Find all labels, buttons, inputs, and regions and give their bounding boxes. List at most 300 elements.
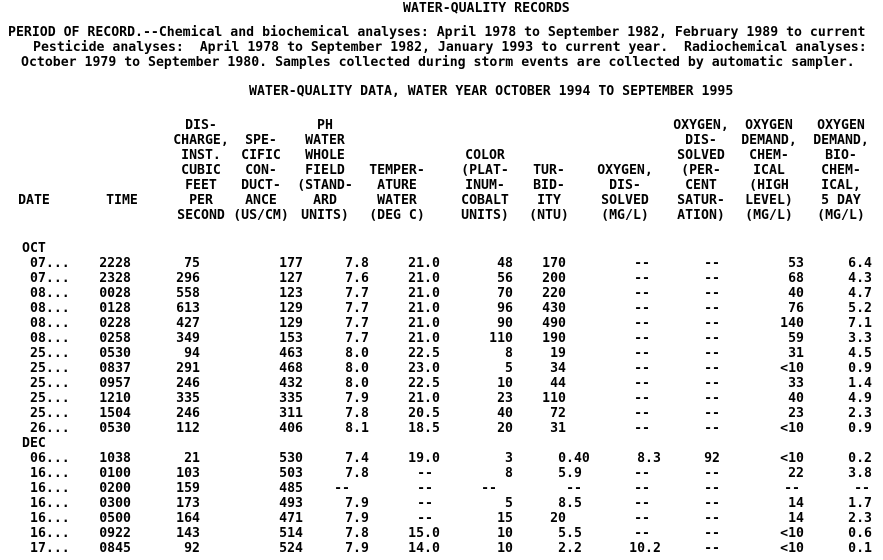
value-cell: 7.9 (345, 541, 369, 556)
value-cell: 471 (279, 511, 303, 526)
value-cell: -- (634, 511, 650, 526)
column-header-line: WHOLE (305, 148, 345, 163)
value-cell: -- (566, 481, 582, 496)
column-header-line: (PLAT- (461, 163, 509, 178)
value-cell: 112 (176, 421, 200, 436)
value-cell: 56 (497, 271, 513, 286)
value-cell: 7.8 (345, 466, 369, 481)
column-header-line: SOLVED (677, 148, 725, 163)
column-header-oxygen-percent-saturation (673, 118, 729, 223)
column-header-line: LEVEL) (745, 193, 793, 208)
column-header-line: (US/CM) (233, 208, 289, 223)
value-cell: 40 (497, 406, 513, 421)
column-header-line: PER (189, 193, 213, 208)
value-cell: -- (417, 511, 433, 526)
value-cell: 40 (788, 286, 804, 301)
date-cell: 17... (30, 541, 70, 556)
value-cell: 2328 (99, 271, 131, 286)
column-header-line: (MG/L) (745, 208, 793, 223)
column-header-line: DEMAND, (813, 133, 869, 148)
date-cell: 08... (30, 301, 70, 316)
value-cell: 159 (176, 481, 200, 496)
value-cell: <10 (780, 451, 804, 466)
column-header-line (18, 163, 50, 178)
column-header-line (461, 118, 509, 133)
column-header-turbidity (529, 118, 569, 223)
value-cell: 8 (505, 466, 513, 481)
column-header-line: SOLVED (601, 193, 649, 208)
value-cell: -- (704, 286, 720, 301)
value-cell: 8.3 (637, 451, 661, 466)
value-cell: 220 (542, 286, 566, 301)
value-cell: 0228 (99, 316, 131, 331)
value-cell: 10.2 (629, 541, 661, 556)
column-header-line (106, 148, 138, 163)
value-cell: -- (704, 466, 720, 481)
column-header-line: SATUR- (677, 193, 725, 208)
column-header-line: (DEG C) (369, 208, 425, 223)
column-header-chemical-oxygen-demand (741, 118, 797, 223)
column-header-line: ICAL, (821, 178, 861, 193)
value-cell: -- (634, 466, 650, 481)
column-header-line: SECOND (177, 208, 225, 223)
column-header-line: (HIGH (749, 178, 789, 193)
value-cell: 558 (176, 286, 200, 301)
value-cell: 0300 (99, 496, 131, 511)
value-cell: 613 (176, 301, 200, 316)
value-cell: 7.8 (345, 406, 369, 421)
value-cell: -- (634, 391, 650, 406)
column-header-line: DATE (18, 193, 50, 208)
value-cell: 92 (704, 451, 720, 466)
value-cell: 90 (497, 316, 513, 331)
value-cell: 4.7 (848, 286, 872, 301)
value-cell: -- (634, 256, 650, 271)
column-header-line: ITY (537, 193, 561, 208)
value-cell: 173 (176, 496, 200, 511)
value-cell: 1.4 (848, 376, 872, 391)
value-cell: 22.5 (408, 376, 440, 391)
column-header-date (18, 118, 50, 223)
column-header-line: FEET (185, 178, 217, 193)
value-cell: 31 (788, 346, 804, 361)
column-header-line: DIS- (685, 133, 717, 148)
value-cell: 94 (184, 346, 200, 361)
value-cell: 0.1 (848, 541, 872, 556)
column-header-line (233, 118, 289, 133)
date-cell: 07... (30, 271, 70, 286)
value-cell: -- (634, 286, 650, 301)
column-header-line (18, 208, 50, 223)
value-cell: -- (634, 346, 650, 361)
column-header-line: TUR- (533, 163, 565, 178)
value-cell: -- (634, 316, 650, 331)
value-cell: 34 (550, 361, 566, 376)
value-cell: 2.3 (848, 511, 872, 526)
value-cell: 0.9 (848, 361, 872, 376)
value-cell: 21.0 (408, 391, 440, 406)
value-cell: 48 (497, 256, 513, 271)
date-cell: 08... (30, 286, 70, 301)
value-cell: 406 (279, 421, 303, 436)
value-cell: -- (634, 271, 650, 286)
value-cell: 21.0 (408, 256, 440, 271)
value-cell: 0258 (99, 331, 131, 346)
value-cell: 0100 (99, 466, 131, 481)
value-cell: 0028 (99, 286, 131, 301)
column-header-line: ATURE (377, 178, 417, 193)
column-header-line: WATER (305, 133, 345, 148)
column-header-line (18, 178, 50, 193)
value-cell: -- (634, 406, 650, 421)
value-cell: -- (634, 496, 650, 511)
column-header-line: CUBIC (181, 163, 221, 178)
column-header-line (18, 148, 50, 163)
value-cell: -- (704, 391, 720, 406)
value-cell: -- (784, 481, 800, 496)
value-cell: 0922 (99, 526, 131, 541)
column-header-line (597, 118, 653, 133)
value-cell: 53 (788, 256, 804, 271)
value-cell: 7.4 (345, 451, 369, 466)
value-cell: 177 (279, 256, 303, 271)
value-cell: -- (704, 511, 720, 526)
value-cell: -- (334, 481, 350, 496)
value-cell: -- (634, 481, 650, 496)
month-label: OCT (22, 241, 46, 256)
value-cell: 103 (176, 466, 200, 481)
value-cell: 5.2 (848, 301, 872, 316)
value-cell: -- (854, 481, 870, 496)
value-cell: 72 (550, 406, 566, 421)
value-cell: 7.1 (848, 316, 872, 331)
column-header-line: DEMAND, (741, 133, 797, 148)
column-header-oxygen-dissolved (597, 118, 653, 223)
value-cell: -- (634, 376, 650, 391)
value-cell: 335 (176, 391, 200, 406)
value-cell: 3.3 (848, 331, 872, 346)
column-header-line: INUM- (465, 178, 505, 193)
value-cell: <10 (780, 421, 804, 436)
value-cell: 10 (497, 541, 513, 556)
value-cell: 10 (497, 376, 513, 391)
column-header-line: CHARGE, (173, 133, 229, 148)
value-cell: -- (417, 496, 433, 511)
value-cell: 15 (497, 511, 513, 526)
value-cell: <10 (780, 526, 804, 541)
date-cell: 25... (30, 361, 70, 376)
column-header-line (106, 133, 138, 148)
value-cell: 485 (279, 481, 303, 496)
value-cell: 7.6 (345, 271, 369, 286)
value-cell: 4.3 (848, 271, 872, 286)
value-cell: 19 (550, 346, 566, 361)
value-cell: 490 (542, 316, 566, 331)
value-cell: 530 (279, 451, 303, 466)
column-header-line: (MG/L) (817, 208, 865, 223)
value-cell: -- (634, 421, 650, 436)
date-cell: 07... (30, 256, 70, 271)
value-cell: 5.9 (558, 466, 582, 481)
report-title: WATER-QUALITY RECORDS (403, 1, 570, 16)
date-cell: 26... (30, 421, 70, 436)
date-cell: 16... (30, 511, 70, 526)
value-cell: 291 (176, 361, 200, 376)
column-header-line: OXYGEN (817, 118, 865, 133)
column-header-line: DUCT- (241, 178, 281, 193)
date-cell: 16... (30, 466, 70, 481)
column-header-line (106, 208, 138, 223)
value-cell: 15.0 (408, 526, 440, 541)
value-cell: 70 (497, 286, 513, 301)
value-cell: 21.0 (408, 316, 440, 331)
value-cell: 7.9 (345, 496, 369, 511)
value-cell: 10 (497, 526, 513, 541)
column-header-line (461, 133, 509, 148)
value-cell: 0530 (99, 421, 131, 436)
column-header-line: BID- (533, 178, 565, 193)
value-cell: 246 (176, 406, 200, 421)
value-cell: 3.8 (848, 466, 872, 481)
value-cell: 21.0 (408, 271, 440, 286)
value-cell: 0837 (99, 361, 131, 376)
value-cell: 110 (542, 391, 566, 406)
value-cell: 514 (279, 526, 303, 541)
value-cell: 21 (184, 451, 200, 466)
value-cell: 20 (550, 511, 566, 526)
value-cell: 23.0 (408, 361, 440, 376)
period-of-record-line-1: PERIOD OF RECORD.--Chemical and biochemical analyses: April 1978 to September 1982, February 1989 to current (8, 25, 866, 40)
value-cell: -- (417, 466, 433, 481)
value-cell: 129 (279, 301, 303, 316)
value-cell: -- (704, 271, 720, 286)
value-cell: 0.2 (848, 451, 872, 466)
value-cell: 7.7 (345, 301, 369, 316)
period-of-record-line-3: October 1979 to September 1980. Samples collected during storm events are collected by automatic sampler. (21, 55, 855, 70)
column-header-time (106, 118, 138, 223)
value-cell: -- (704, 541, 720, 556)
value-cell: -- (417, 481, 433, 496)
value-cell: 22.5 (408, 346, 440, 361)
value-cell: 8.0 (345, 361, 369, 376)
value-cell: 5 (505, 361, 513, 376)
date-cell: 16... (30, 481, 70, 496)
column-header-line: OXYGEN, (597, 163, 653, 178)
date-cell: 16... (30, 496, 70, 511)
value-cell: 33 (788, 376, 804, 391)
value-cell: 0.9 (848, 421, 872, 436)
value-cell: 5.5 (558, 526, 582, 541)
value-cell: 0957 (99, 376, 131, 391)
column-header-line: CIFIC (241, 148, 281, 163)
value-cell: 7.7 (345, 331, 369, 346)
column-header-line: OXYGEN, (673, 118, 729, 133)
value-cell: 311 (279, 406, 303, 421)
value-cell: 463 (279, 346, 303, 361)
value-cell: 8 (505, 346, 513, 361)
period-of-record-line-2: Pesticide analyses: April 1978 to September 1982, January 1993 to current year. Radiochemical analyses: (33, 40, 867, 55)
column-header-line: TIME (106, 193, 138, 208)
value-cell: 123 (279, 286, 303, 301)
date-cell: 25... (30, 406, 70, 421)
value-cell: 246 (176, 376, 200, 391)
value-cell: 164 (176, 511, 200, 526)
column-header-line (369, 133, 425, 148)
column-header-line: FIELD (305, 163, 345, 178)
value-cell: 7.9 (345, 511, 369, 526)
column-header-line: (PER- (681, 163, 721, 178)
value-cell: 20.5 (408, 406, 440, 421)
column-header-line (529, 118, 569, 133)
value-cell: 7.8 (345, 256, 369, 271)
value-cell: 430 (542, 301, 566, 316)
column-header-line: DIS- (185, 118, 217, 133)
column-header-line: TEMPER- (369, 163, 425, 178)
value-cell: 22 (788, 466, 804, 481)
value-cell: 143 (176, 526, 200, 541)
value-cell: -- (704, 331, 720, 346)
column-header-line: OXYGEN (745, 118, 793, 133)
value-cell: 468 (279, 361, 303, 376)
value-cell: 23 (497, 391, 513, 406)
column-header-line: SPE- (245, 133, 277, 148)
value-cell: -- (704, 376, 720, 391)
value-cell: -- (704, 406, 720, 421)
value-cell: -- (704, 361, 720, 376)
value-cell: 5 (505, 496, 513, 511)
value-cell: 1.7 (848, 496, 872, 511)
value-cell: 20 (497, 421, 513, 436)
value-cell: 8.0 (345, 376, 369, 391)
value-cell: 200 (542, 271, 566, 286)
column-header-line (597, 133, 653, 148)
value-cell: -- (634, 526, 650, 541)
value-cell: -- (704, 496, 720, 511)
value-cell: -- (634, 301, 650, 316)
value-cell: 21.0 (408, 331, 440, 346)
date-cell: 06... (30, 451, 70, 466)
value-cell: 40 (788, 391, 804, 406)
value-cell: <10 (780, 361, 804, 376)
value-cell: -- (704, 526, 720, 541)
value-cell: 493 (279, 496, 303, 511)
value-cell: 14.0 (408, 541, 440, 556)
value-cell: 296 (176, 271, 200, 286)
column-header-line: DIS- (609, 178, 641, 193)
value-cell: 503 (279, 466, 303, 481)
value-cell: 1038 (99, 451, 131, 466)
value-cell: 23 (788, 406, 804, 421)
value-cell: -- (704, 256, 720, 271)
value-cell: 0845 (99, 541, 131, 556)
value-cell: 59 (788, 331, 804, 346)
value-cell: -- (634, 361, 650, 376)
value-cell: 14 (788, 496, 804, 511)
value-cell: 4.9 (848, 391, 872, 406)
value-cell: 7.7 (345, 286, 369, 301)
column-header-line: UNITS) (301, 208, 349, 223)
value-cell: 8.5 (558, 496, 582, 511)
value-cell: 2.2 (558, 541, 582, 556)
value-cell: <10 (780, 541, 804, 556)
value-cell: 92 (184, 541, 200, 556)
value-cell: 21.0 (408, 301, 440, 316)
value-cell: 335 (279, 391, 303, 406)
column-header-line (369, 118, 425, 133)
value-cell: -- (704, 481, 720, 496)
value-cell: 7.9 (345, 391, 369, 406)
column-header-line: INST. (181, 148, 221, 163)
value-cell: 524 (279, 541, 303, 556)
value-cell: 68 (788, 271, 804, 286)
value-cell: 7.7 (345, 316, 369, 331)
value-cell: 31 (550, 421, 566, 436)
value-cell: 140 (780, 316, 804, 331)
column-header-line: 5 DAY (821, 193, 861, 208)
column-header-line: BIO- (825, 148, 857, 163)
column-header-line (106, 163, 138, 178)
column-header-ph (297, 118, 353, 223)
table-title: WATER-QUALITY DATA, WATER YEAR OCTOBER 1994 TO SEPTEMBER 1995 (249, 84, 734, 99)
value-cell: 0128 (99, 301, 131, 316)
value-cell: -- (704, 421, 720, 436)
value-cell: 4.5 (848, 346, 872, 361)
value-cell: 0530 (99, 346, 131, 361)
column-header-temperature (369, 118, 425, 223)
value-cell: 0200 (99, 481, 131, 496)
column-header-line: WATER (377, 193, 417, 208)
column-header-line: (NTU) (529, 208, 569, 223)
column-header-line (529, 148, 569, 163)
column-header-line: ARD (313, 193, 337, 208)
value-cell: 19.0 (408, 451, 440, 466)
value-cell: -- (704, 301, 720, 316)
date-cell: 08... (30, 331, 70, 346)
column-header-discharge (173, 118, 229, 223)
column-header-line (18, 118, 50, 133)
value-cell: 349 (176, 331, 200, 346)
value-cell: -- (704, 316, 720, 331)
column-header-line: ATION) (677, 208, 725, 223)
column-header-specific-conductance (233, 118, 289, 223)
date-cell: 25... (30, 391, 70, 406)
column-header-line (529, 133, 569, 148)
column-header-line (18, 133, 50, 148)
value-cell: 2.3 (848, 406, 872, 421)
value-cell: 21.0 (408, 286, 440, 301)
column-header-line: CHEM- (821, 163, 861, 178)
column-header-line (106, 178, 138, 193)
column-header-color (461, 118, 509, 223)
month-label: DEC (22, 436, 46, 451)
value-cell: 14 (788, 511, 804, 526)
value-cell: 0.40 (558, 451, 590, 466)
value-cell: 76 (788, 301, 804, 316)
date-cell: 16... (30, 526, 70, 541)
column-header-line (369, 148, 425, 163)
value-cell: 75 (184, 256, 200, 271)
column-header-line: ANCE (245, 193, 277, 208)
value-cell: 432 (279, 376, 303, 391)
date-cell: 25... (30, 346, 70, 361)
column-header-line: CON- (245, 163, 277, 178)
value-cell: -- (481, 481, 497, 496)
date-cell: 25... (30, 376, 70, 391)
column-header-line: COBALT (461, 193, 509, 208)
column-header-line: CHEM- (749, 148, 789, 163)
value-cell: 0500 (99, 511, 131, 526)
column-header-biochemical-oxygen-demand (813, 118, 869, 223)
